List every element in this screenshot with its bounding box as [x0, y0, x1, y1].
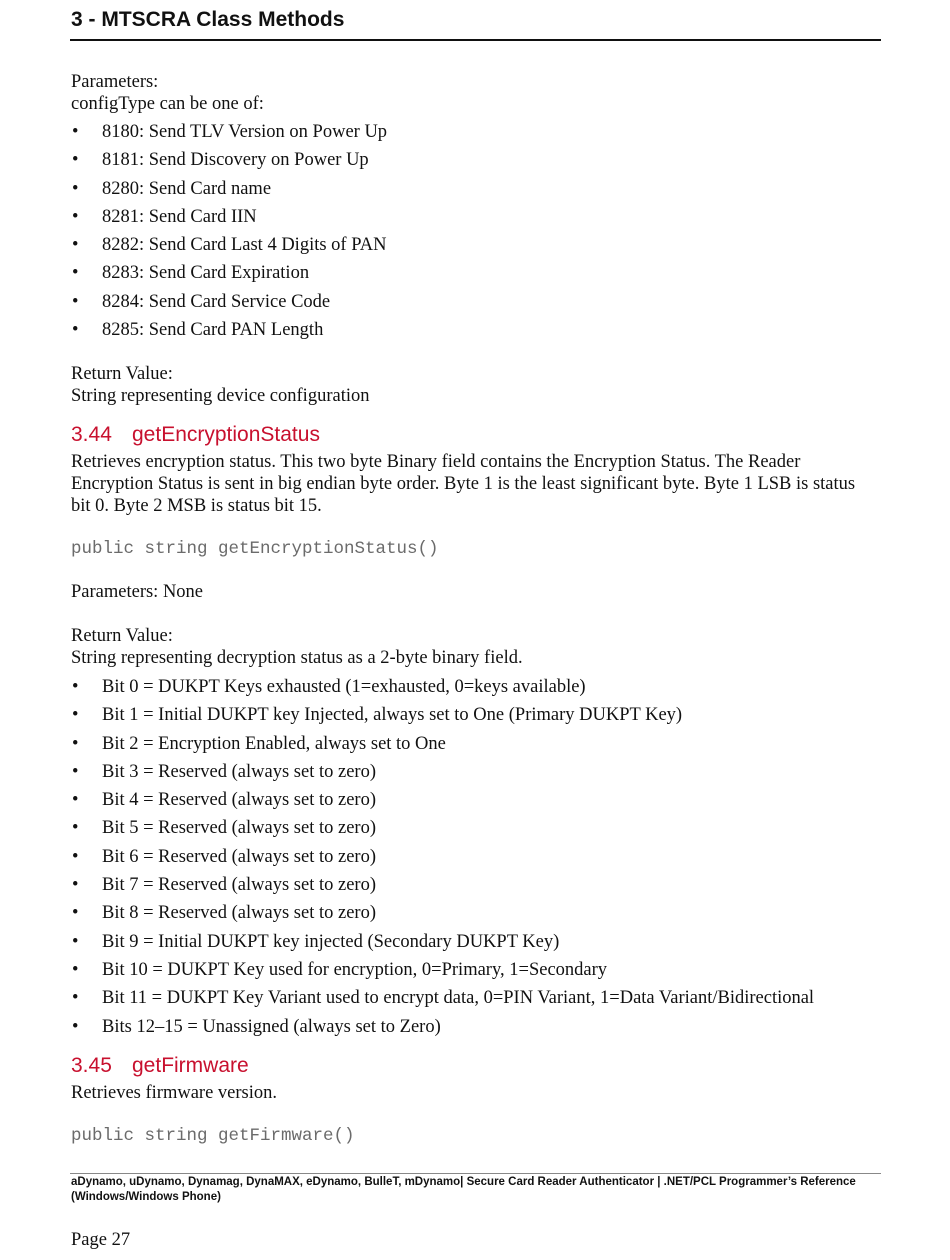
section-heading-get-firmware — [71, 1053, 249, 1079]
section-number: 3.45 — [71, 1054, 112, 1077]
bullet-icon: • — [72, 818, 79, 839]
list-item: • Bit 4 = Reserved (always set to zero) — [72, 790, 376, 811]
list-item: • 8284: Send Card Service Code — [72, 291, 331, 312]
bullet-icon: • — [72, 705, 79, 726]
list-item: • Bit 1 = Initial DUKPT key Injected, always set to One (Primary DUKPT Key) — [72, 705, 683, 726]
bullet-icon: • — [72, 846, 79, 867]
return-value-text: String representing device configuration — [71, 386, 370, 406]
method-signature: public string getFirmware() — [71, 1126, 355, 1146]
list-item: • 8281: Send Card IIN — [72, 206, 257, 227]
bullet-icon: • — [72, 291, 79, 312]
bullet-icon: • — [72, 1016, 79, 1037]
parameters-none: Parameters: None — [71, 582, 204, 602]
method-signature: public string getEncryptionStatus() — [71, 539, 439, 559]
bullet-icon: • — [72, 263, 79, 284]
bullet-icon: • — [72, 733, 79, 754]
bullet-icon: • — [72, 320, 79, 341]
bullet-icon: • — [72, 790, 79, 811]
list-item: • Bit 10 = DUKPT Key used for encryption, 0=Primary, 1=Secondary — [72, 959, 608, 980]
section-title: getEncryptionStatus — [132, 423, 320, 446]
header-title: 3 - MTSCRA Class Methods — [71, 8, 345, 31]
section-description: Retrieves firmware version. — [71, 1083, 277, 1103]
list-item: • 8280: Send Card name — [72, 178, 272, 199]
list-item: • 8181: Send Discovery on Power Up — [72, 150, 369, 171]
list-item: • Bit 5 = Reserved (always set to zero) — [72, 818, 376, 839]
bullet-icon: • — [72, 235, 79, 256]
list-item: • 8180: Send TLV Version on Power Up — [72, 122, 388, 142]
bullet-icon: • — [72, 677, 79, 697]
list-item: • Bit 9 = Initial DUKPT key injected (Secondary DUKPT Key) — [72, 931, 560, 952]
list-item: • Bits 12–15 = Unassigned (always set to Zero) — [72, 1016, 441, 1037]
bullet-icon: • — [72, 150, 79, 171]
footer-text: aDynamo, uDynamo, Dynamag, DynaMAX, eDynamo, BulleT, mDynamo| Secure Card Reader Authenticator | .NET/PCL Programmer’s Reference (Windows/Windows Phone) — [71, 1176, 856, 1203]
config-type-line: configType can be one of: — [71, 94, 264, 114]
status-bit-list — [71, 676, 814, 1044]
return-value-text: String representing decryption status as a 2-byte binary field. — [71, 648, 523, 668]
list-item: • 8282: Send Card Last 4 Digits of PAN — [72, 235, 387, 256]
bullet-icon: • — [72, 122, 79, 142]
bullet-icon: • — [72, 959, 79, 980]
return-value-label: Return Value: — [71, 626, 173, 646]
page-number: Page 27 — [71, 1230, 131, 1250]
list-item: • 8283: Send Card Expiration — [72, 263, 310, 284]
list-item: • Bit 3 = Reserved (always set to zero) — [72, 761, 376, 782]
bullet-icon: • — [72, 875, 79, 896]
list-item: • 8285: Send Card PAN Length — [72, 320, 324, 341]
list-item: • Bit 11 = DUKPT Key Variant used to encrypt data, 0=PIN Variant, 1=Data Variant/Bidirectional — [72, 988, 815, 1009]
bullet-icon: • — [72, 178, 79, 199]
section-number: 3.44 — [71, 423, 112, 446]
list-item: • Bit 8 = Reserved (always set to zero) — [72, 903, 376, 924]
footer-divider — [70, 1173, 881, 1174]
bullet-icon: • — [72, 761, 79, 782]
bullet-icon: • — [72, 903, 79, 924]
section-description: Retrieves encryption status. This two byte Binary field contains the Encryption Status. The Reader Encryption Status is sent in big endian byte order. Byte 1 is the least significant byte. Byte 1 LSB is status bit 0. Byte 2 MSB is status bit 15. — [71, 452, 856, 516]
list-item: • Bit 0 = DUKPT Keys exhausted (1=exhausted, 0=keys available) — [72, 677, 586, 697]
return-value-label: Return Value: — [71, 364, 173, 384]
parameters-label: Parameters: — [71, 72, 159, 92]
page-header — [70, 6, 881, 41]
bullet-icon: • — [72, 931, 79, 952]
section-heading-get-encryption-status — [71, 422, 320, 448]
list-item: • Bit 6 = Reserved (always set to zero) — [72, 846, 376, 867]
config-type-list — [71, 121, 387, 347]
list-item: • Bit 7 = Reserved (always set to zero) — [72, 875, 376, 896]
section-title: getFirmware — [132, 1054, 249, 1077]
bullet-icon: • — [72, 206, 79, 227]
bullet-icon: • — [72, 988, 79, 1009]
list-item: • Bit 2 = Encryption Enabled, always set to One — [72, 733, 446, 754]
